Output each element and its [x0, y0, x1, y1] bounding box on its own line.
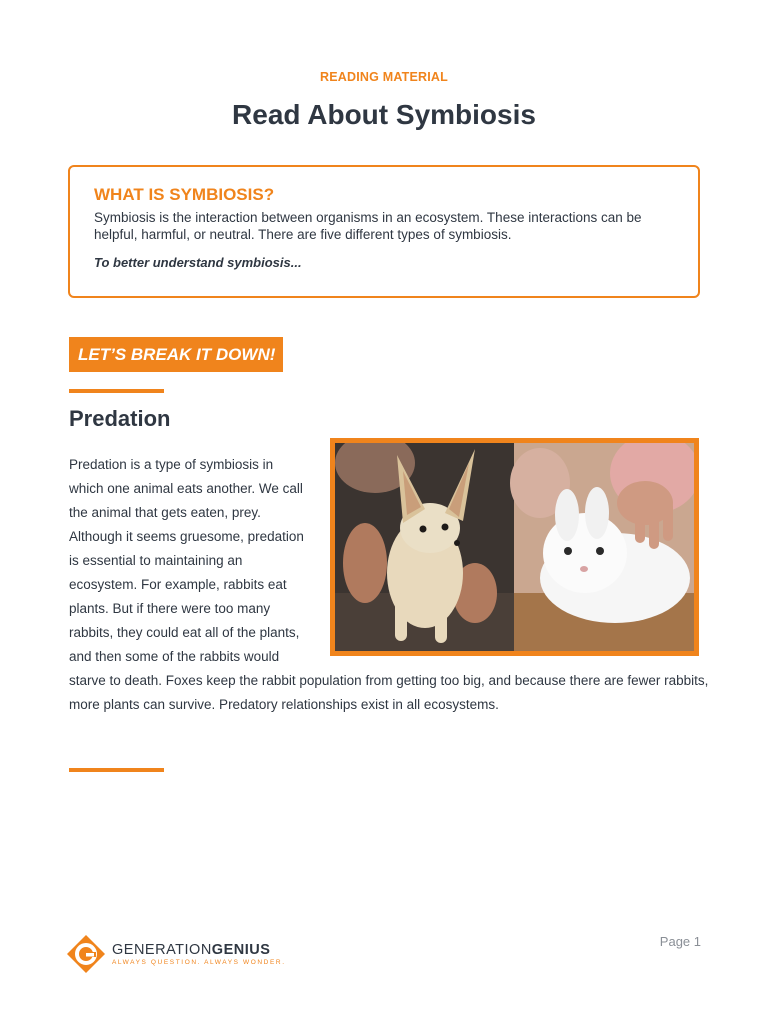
brand-name-part2: GENIUS [211, 942, 271, 958]
section-body: Predation is a type of symbiosis in which one animal eats another. We call the animal that gets eaten, prey. Although it seems gruesome, predation is essential to maintaining an ecosystem. For example, rabbits eat plants. But if there were too many rabbits, they could eat all of the plants, and then some of the rabbits would starve to death. Foxes keep the rabbit population from getting too big, and because there are fewer rabbits, more plants can survive. Predatory relationships exist in all ecosystems. [69, 457, 709, 712]
reading-material-kicker: READING MATERIAL [320, 70, 448, 84]
section-divider-bottom [69, 768, 164, 772]
brand-name [112, 942, 286, 958]
generation-genius-logo-icon [66, 934, 106, 974]
intro-heading: WHAT IS SYMBIOSIS? [94, 185, 275, 204]
break-it-down-banner: LET’S BREAK IT DOWN! [69, 337, 283, 372]
intro-text: Symbiosis is the interaction between organisms in an ecosystem. These interactions can be helpful, harmful, or neutral. There are five different types of symbiosis. [94, 210, 642, 242]
fox-rabbit-illustration [335, 443, 694, 651]
section-divider-top [69, 389, 164, 393]
brand-name-part1: GENERATION [112, 942, 212, 958]
page-title: Read About Symbiosis [232, 99, 536, 130]
section-title: Predation [69, 406, 171, 431]
brand-logo [66, 934, 286, 974]
brand-tagline: ALWAYS QUESTION. ALWAYS WONDER. [112, 959, 286, 966]
page-number: Page 1 [659, 934, 701, 949]
intro-box [68, 165, 700, 298]
fox-and-rabbit-photo [330, 438, 699, 656]
intro-emphasis: To better understand symbiosis... [94, 255, 302, 270]
